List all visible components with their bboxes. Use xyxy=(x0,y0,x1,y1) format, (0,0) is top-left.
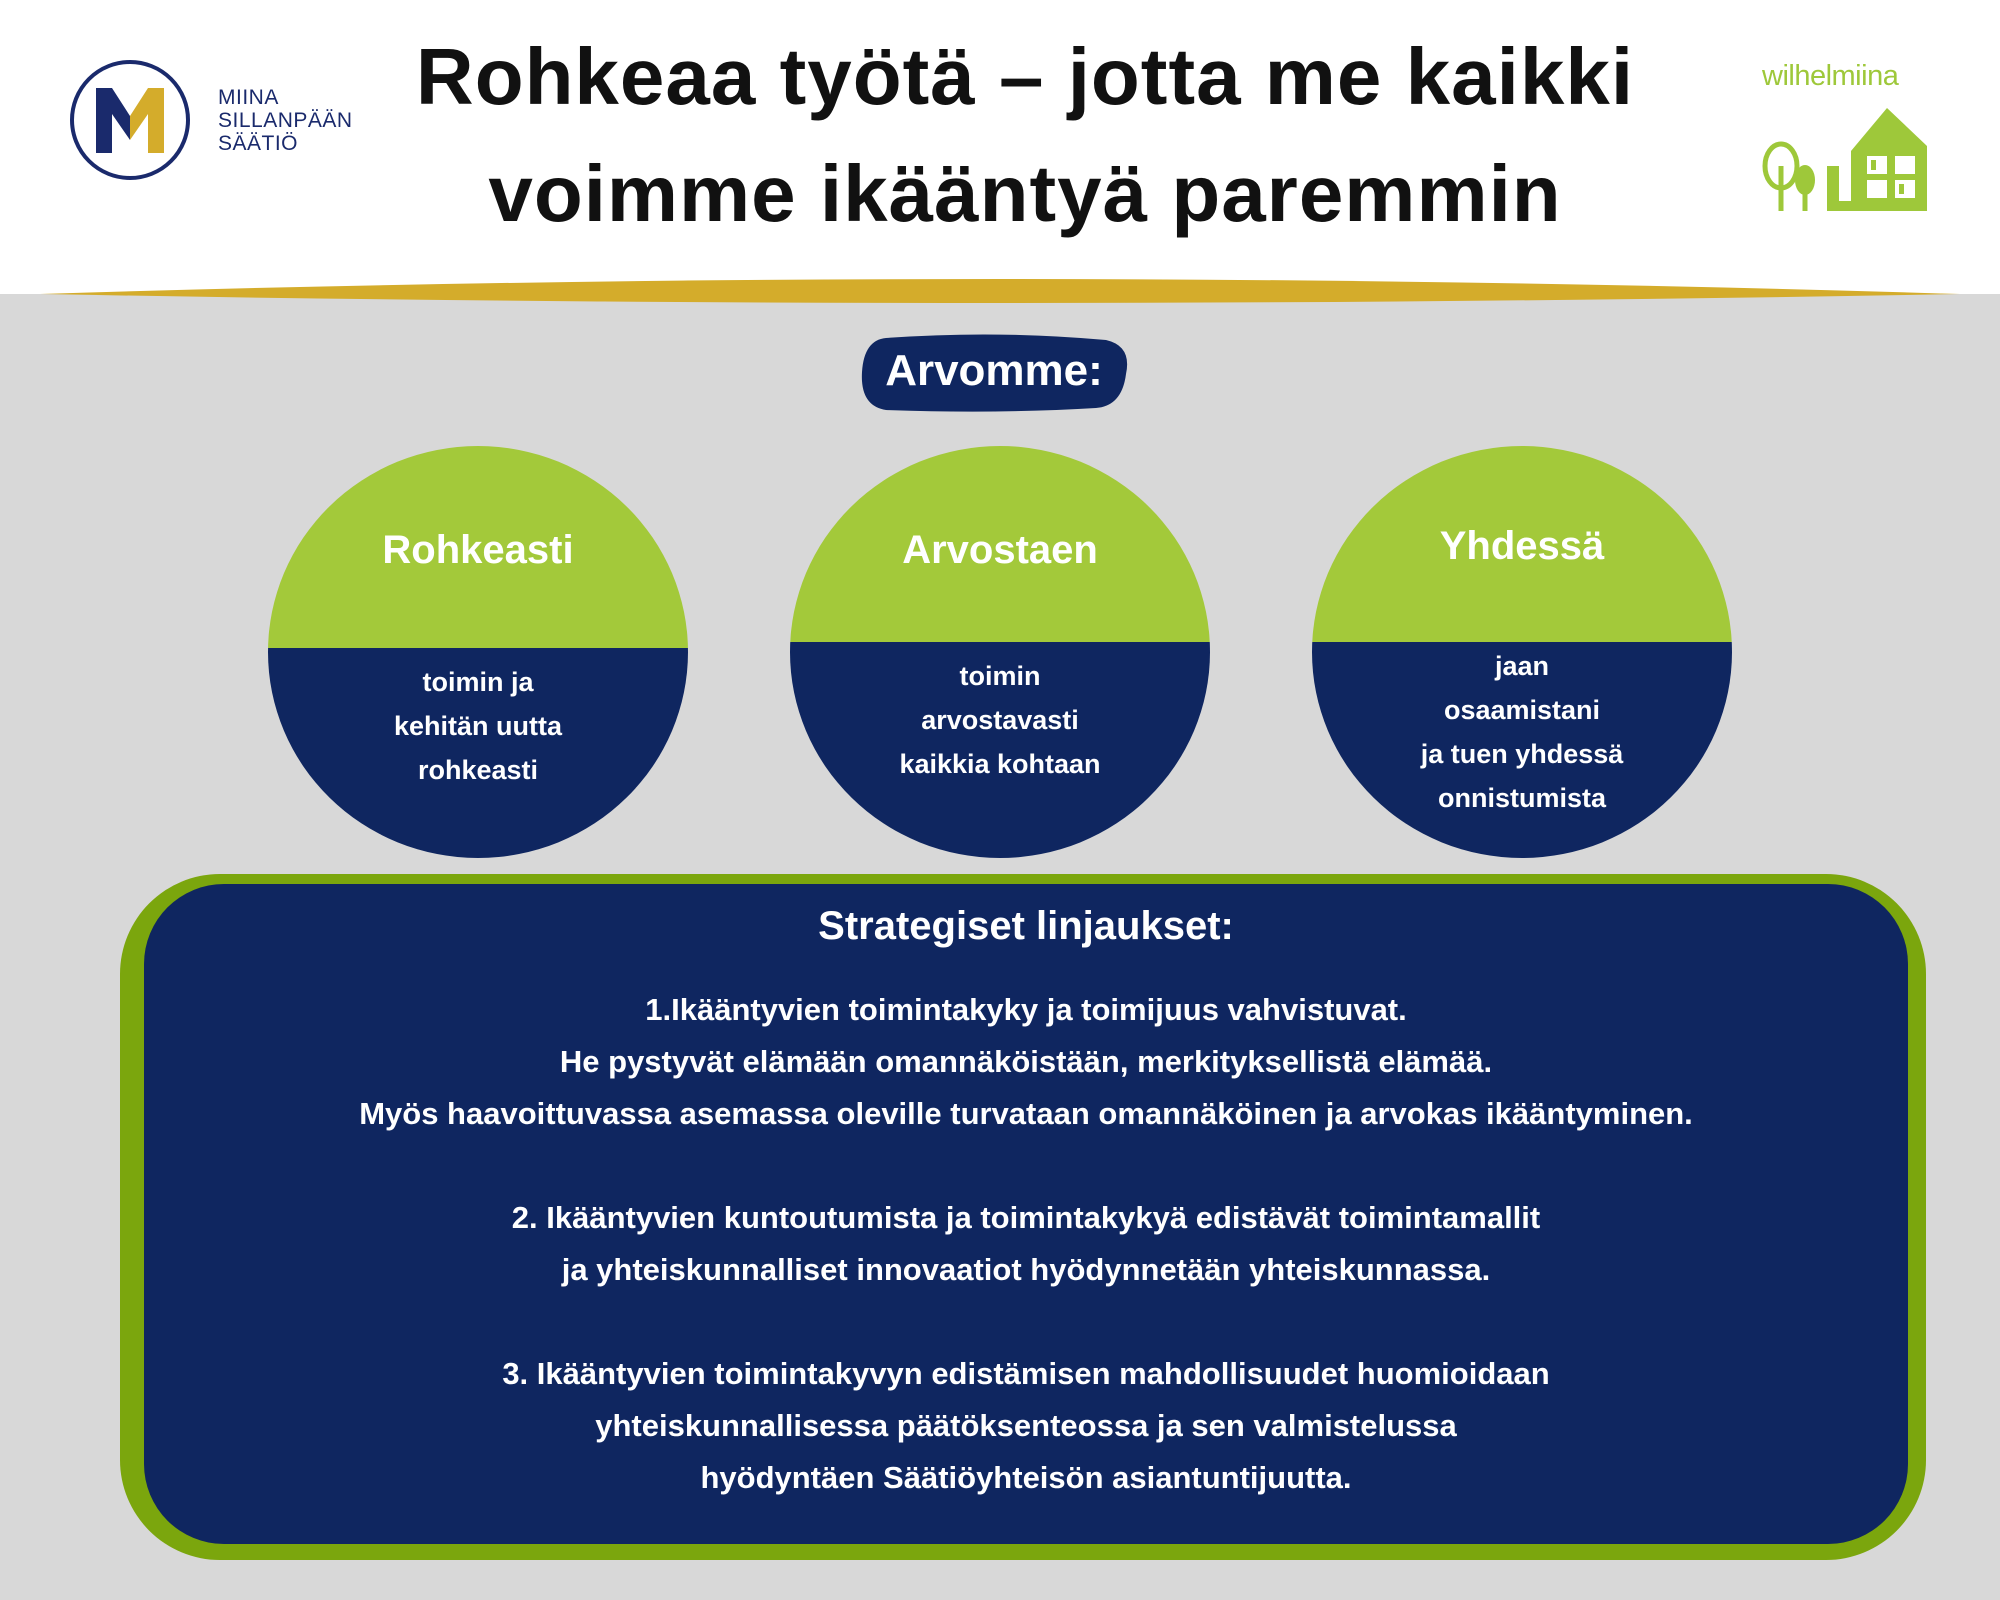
strategy-item-3 xyxy=(144,1348,1908,1504)
header xyxy=(0,0,2000,294)
strategy-line: Myös haavoittuvassa asemassa oleville turvataan omannäköinen ja arvokas ikääntyminen. xyxy=(359,1096,1693,1131)
strategy-item-1 xyxy=(144,984,1908,1140)
strategy-line: 1.Ikääntyvien toimintakyky ja toimijuus vahvistuvat. xyxy=(645,992,1407,1027)
value-description xyxy=(268,660,688,792)
strategy-line: He pystyvät elämään omannäköistään, merkityksellistä elämää. xyxy=(559,1044,1493,1079)
page-title xyxy=(330,18,1720,252)
value-title: Rohkeasti xyxy=(382,528,574,572)
strategy-line: ja yhteiskunnalliset innovaatiot hyödynnetään yhteiskunnassa. xyxy=(561,1252,1491,1287)
values-badge xyxy=(856,332,1132,414)
value-circle-arvostaen xyxy=(790,446,1210,858)
wilhelmiina-house-trees-icon xyxy=(1755,106,1935,216)
strategy-line: hyödyntäen Säätiöyhteisön asiantuntijuutta. xyxy=(700,1460,1352,1495)
miina-m-logo-icon xyxy=(68,58,192,182)
strategy-line: yhteiskunnallisessa päätöksenteossa ja sen valmistelussa xyxy=(595,1408,1457,1443)
miina-logo-line3: SÄÄTIÖ xyxy=(218,132,299,155)
value-description-line: onnistumista xyxy=(1437,783,1606,813)
value-description-line: ja tuen yhdessä xyxy=(1420,739,1624,769)
values-badge-label: Arvomme: xyxy=(885,346,1103,395)
value-description-line: kehitän uutta xyxy=(393,711,562,741)
value-description xyxy=(1312,644,1732,820)
wilhelmiina-logo-text: wilhelmiina xyxy=(1762,60,1899,92)
value-description-line: toimin ja xyxy=(422,667,534,697)
value-description-line: rohkeasti xyxy=(417,755,539,785)
value-description xyxy=(790,654,1210,786)
value-description-line: osaamistani xyxy=(1443,695,1601,725)
value-circle-rohkeasti xyxy=(268,446,688,858)
strategy-line: 3. Ikääntyvien toimintakyvyn edistämisen mahdollisuudet huomioidaan xyxy=(502,1356,1550,1391)
value-circle-yhdessa xyxy=(1312,446,1732,858)
strategy-panel xyxy=(144,884,1908,1544)
gold-divider xyxy=(0,270,2000,310)
value-title: Arvostaen xyxy=(902,528,1098,572)
page-title-line1: Rohkeaa työtä – jotta me kaikki xyxy=(415,32,1635,121)
value-title: Yhdessä xyxy=(1439,524,1605,568)
value-description-line: kaikkia kohtaan xyxy=(899,749,1101,779)
value-description-line: arvostavasti xyxy=(921,705,1079,735)
page-title-line2: voimme ikääntyä paremmin xyxy=(488,149,1562,238)
miina-logo-line1: MIINA xyxy=(218,86,279,109)
strategy-title: Strategiset linjaukset: xyxy=(818,904,1234,948)
strategy-line: 2. Ikääntyvien kuntoutumista ja toimintakykyä edistävät toimintamallit xyxy=(511,1200,1541,1235)
value-description-line: jaan xyxy=(1494,651,1550,681)
strategy-item-2 xyxy=(144,1192,1908,1296)
value-description-line: toimin xyxy=(959,661,1041,691)
miina-logo-line2: SILLANPÄÄN xyxy=(218,109,353,132)
